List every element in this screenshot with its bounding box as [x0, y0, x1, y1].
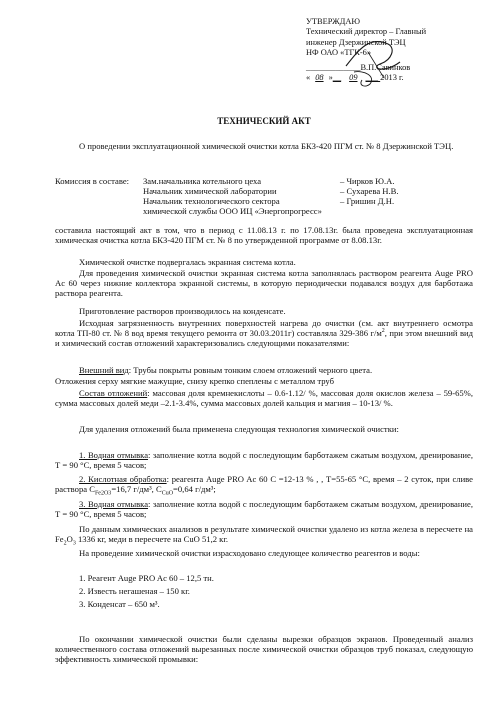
- approval-organization: НФ ОАО «ТГК-6»: [306, 47, 372, 57]
- paragraph-appearance: Внешний вид: Трубы покрыты ровным тонким слоем отложений черного цвета.: [79, 365, 373, 375]
- consumption-item: 3. Конденсат – 650 м³.: [79, 599, 160, 609]
- document-title: ТЕХНИЧЕСКИЙ АКТ: [217, 116, 311, 126]
- member-name: – Гришин Д.Н.: [340, 196, 395, 207]
- commission-row: [55, 176, 473, 186]
- commission-row: [55, 186, 473, 196]
- member-role: Начальник технологического сектора: [143, 196, 280, 207]
- paragraph-consumption: На проведение химической очистки израсходовано следующее количество реагентов и воды:: [79, 548, 420, 558]
- approval-date: « 08 »__ 09 ___ 2013 г.: [306, 73, 404, 83]
- approval-signature-line: _____________В.П.Савинков: [306, 63, 411, 72]
- paragraph-conclusion: По окончании химической очистки были сделаны вырезки образцов экранов. Проведенный анализ количественного состава отложений вырезанных после химической очистки образцов труб показал, следующую эффективность химической промывки:: [55, 634, 473, 665]
- member-name: – Чирков Ю.А.: [340, 176, 395, 186]
- paragraph-method: Для проведения химической очистки экранная система котла заполнялась раствором реагента Auge PRO Ac 60 через нижние коллектора экранной системы, в которую периодически подавался воздух для барботажа раствора реагента.: [55, 268, 473, 299]
- commission-row: [55, 196, 473, 206]
- step-water-wash-3: 3. Водная отмывка: заполнение котла водой с последующим барботажем сжатым воздухом, дренирование, Т = 90 °С, время 5 часов;: [55, 499, 473, 520]
- commission-block: [55, 176, 473, 217]
- paragraph-scope: Химической очистке подвергалась экранная система котла.: [79, 257, 296, 267]
- paragraph-period: составила настоящий акт в том, что в период с 11.08.13 г. по 17.08.13г. была проведена эксплуатационная химическая очистка котла БКЗ-420 ПГМ ст. № 8 по утвержденной программе от 8.08.13г.: [55, 225, 473, 246]
- paragraph-composition: Состав отложений: массовая доля кремнекислоты – 0.6-1.12/ %, массовая доля окислов железа – 59-65%, сумма массовых долей меди –2.1-3.4%, сумма массовых долей кальция и магния – 10-13/ %.: [55, 388, 473, 409]
- signature-stamp: [340, 26, 412, 96]
- approval-heading: УТВЕРЖДАЮ: [306, 17, 360, 26]
- paragraph-deposits: Отложения серху мягкие мажущие, снизу крепко спеплены с металлом труб: [55, 376, 334, 386]
- member-role: Зам.начальника котельного цеха: [143, 176, 262, 186]
- approval-position-cont: инженер Дзержинской ТЭЦ: [306, 37, 406, 47]
- member-name: – Сухарева Н.В.: [340, 186, 399, 197]
- paragraph-technology: Для удаления отложений была применена следующая технология химической очистки:: [79, 424, 399, 434]
- approval-month: 09: [349, 73, 358, 83]
- commission-label: Комиссия в составе:: [55, 176, 130, 186]
- step-water-wash-1: 1. Водная отмывка: заполнение котла водой с последующим барботажем сжатым воздухом, дренирование, Т = 90 °С, время 5 часов;: [55, 450, 473, 471]
- member-role-continuation: химической службы ООО ИЦ «Энергопрогресс»: [143, 206, 322, 217]
- intro-paragraph: О проведении эксплуатационной химической очистки котла БКЗ-420 ПГМ ст. № 8 Дзержинской ТЭЦ.: [79, 141, 454, 151]
- step-acid-treatment: 2. Кислотная обработка: реагента Auge PRO Ac 60 С =12-13 % , , Т=55-65 °С, время – 2 суток, при сливе раствора $С_{Fe2O3}=16,7$ г/дм³, $С_{CuO}=0,64$ г/дм³;: [55, 474, 473, 497]
- approval-position: Технический директор – Главный: [306, 27, 427, 37]
- consumption-item: 1. Реагент Auge PRO Ac 60 – 12,5 тн.: [79, 573, 214, 583]
- paragraph-initial-contamination: Исходная загрязненность внутренних поверхностей нагрева до очистки (см. акт внутреннего осмотра котла ТП-80 ст. № 8 вод время текущего ремонта от 30.03.2011г) составляла 329-386 $г/м^2$, при этом внешний вид и химический состав отложений характеризовались следующими показателями:: [55, 318, 473, 349]
- approval-year: 2013 г.: [380, 73, 404, 83]
- paragraph-results: По данным химических анализов в результате химической очистки удалено из котла железа в пересчете на $Fe_2O_3$ 1336 кг, меди в пересчете на CuO 51,2 кг.: [55, 524, 473, 547]
- member-role: Начальник химической лаборатории: [143, 186, 277, 197]
- consumption-item: 2. Известь негашеная – 150 кг.: [79, 586, 190, 596]
- paragraph-condensate: Приготовление растворов производилось на конденсате.: [79, 306, 286, 316]
- approval-day: 08: [315, 73, 324, 83]
